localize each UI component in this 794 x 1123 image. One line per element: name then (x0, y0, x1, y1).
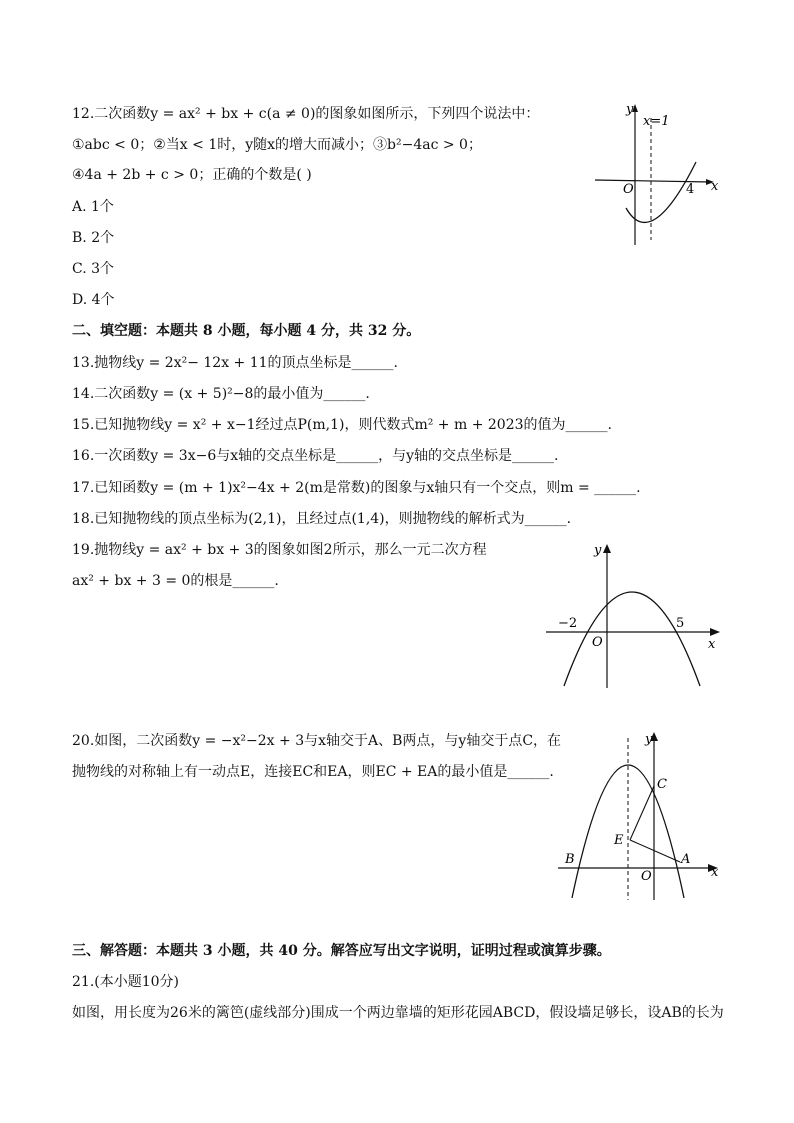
q20-label-y: y (645, 732, 653, 747)
q19-label-o: O (592, 635, 603, 650)
q15-text: 15.已知抛物线y = x² + x−1经过点P(m,1)，则代数式m² + m + 2023的值为______. (72, 417, 612, 433)
q12-option-b: B. 2个 (72, 230, 115, 246)
q13-text: 13.抛物线y = 2x²− 12x + 11的顶点坐标是______. (72, 355, 399, 371)
q19-label-right-root: 5 (676, 616, 685, 631)
q19-label-y: y (594, 543, 602, 558)
q12-label-x: x (711, 179, 719, 194)
q19-label-left-root: −2 (558, 616, 578, 631)
q14-text: 14.二次函数y = (x + 5)²−8的最小值为______. (72, 386, 370, 402)
q20-segment-ec (630, 786, 654, 840)
q21-title: 21.(本小题10分) (72, 974, 180, 990)
q18-text: 18.已知抛物线的顶点坐标为(2,1)，且经过点(1,4)，则抛物线的解析式为______. (72, 511, 572, 527)
q17-text: 17.已知函数y = (m + 1)x²−4x + 2(m是常数)的图象与x轴只有一个交点，则m = ______. (72, 480, 641, 496)
q19-line1: 19.抛物线y = ax² + bx + 3的图象如图2所示，那么一元二次方程 (72, 542, 487, 558)
q19-graph (540, 538, 730, 693)
q20-label-c: C (657, 777, 667, 792)
q12-line2: ①abc < 0；②当x < 1时，y随x的增大而减小；③b²−4ac > 0； (72, 137, 482, 153)
q12-label-o: O (623, 182, 634, 197)
q20-label-b: B (565, 852, 575, 867)
q12-graph (590, 100, 730, 250)
q20-label-x: x (711, 865, 719, 880)
q19-x-arrow (710, 628, 720, 636)
q12-label-root: 4 (686, 182, 695, 197)
q20-line2: 抛物线的对称轴上有一动点E，连接EC和EA，则EC + EA的最小值是______. (72, 764, 554, 780)
q19-y-arrow (603, 544, 611, 553)
q20-line1: 20.如图，二次函数y = −x²−2x + 3与x轴交于A、B两点，与y轴交于点C，在 (72, 733, 562, 749)
section2-heading: 二、填空题：本题共 8 小题，每小题 4 分，共 32 分。 (72, 323, 421, 339)
q20-graph (552, 728, 727, 903)
q12-option-a: A. 1个 (72, 199, 114, 215)
q19-line2: ax² + bx + 3 = 0的根是______. (72, 573, 279, 589)
q12-option-c: C. 3个 (72, 261, 115, 277)
q16-text: 16.一次函数y = 3x−6与x轴的交点坐标是______，与y轴的交点坐标是______. (72, 448, 559, 464)
q21-line1: 如图，用长度为26米的篱笆(虚线部分)围成一个两边靠墙的矩形花园ABCD，假设墙足够长，设AB的长为 (72, 1005, 724, 1021)
q20-label-a: A (681, 852, 691, 867)
section3-heading: 三、解答题：本题共 3 小题，共 40 分。解答应写出文字说明，证明过程或演算步骤。 (72, 943, 611, 959)
q12-line1: 12.二次函数y = ax² + bx + c(a ≠ 0)的图象如图所示，下列四个说法中： (72, 106, 540, 122)
q19-parabola (564, 592, 700, 686)
q12-line3: ④4a + 2b + c > 0；正确的个数是( ) (72, 167, 312, 183)
q12-label-y: y (626, 102, 634, 117)
q20-label-o: O (641, 869, 652, 884)
q12-option-d: D. 4个 (72, 292, 115, 308)
q12-label-sym: x=1 (643, 114, 670, 129)
q20-label-e: E (614, 833, 624, 848)
q19-label-x: x (708, 637, 716, 652)
